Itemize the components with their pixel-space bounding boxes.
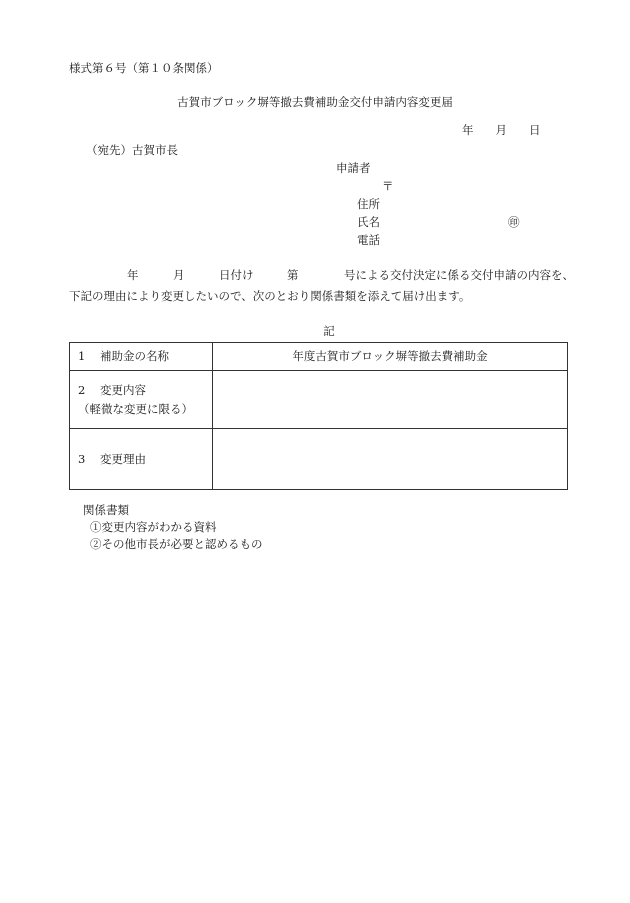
- row-number: 3: [78, 451, 86, 466]
- date-day-label: 日: [529, 123, 541, 137]
- subsidy-name-value: 年度古賀市ブロック塀等撤去費補助金: [213, 343, 568, 371]
- change-reason-label-cell: [70, 429, 213, 490]
- ki-heading: 記: [323, 324, 335, 338]
- body-paragraph-line-2: 下記の理由により変更したいので、次のとおり関係書類を添えて届け出ます。: [69, 289, 471, 303]
- date-line: [462, 125, 541, 137]
- related-documents-item: ①変更内容がわかる資料: [90, 520, 217, 534]
- change-reason-label: 変更理由: [100, 451, 146, 466]
- table-row: [70, 343, 568, 371]
- address-label: 住所: [357, 197, 380, 211]
- related-documents-item: ②その他市長が必要と認めるもの: [90, 537, 263, 551]
- applicant-label: 申請者: [336, 161, 371, 175]
- postal-mark: 〒: [382, 179, 394, 193]
- row-number: 1: [78, 349, 86, 364]
- date-year-label: 年: [462, 123, 474, 137]
- change-reason-value[interactable]: [213, 429, 568, 490]
- change-content-sublabel: （軽微な変更に限る）: [78, 401, 193, 416]
- addressee: （宛先）古賀市長: [86, 143, 178, 157]
- date-month-label: 月: [495, 123, 507, 137]
- body-dai-label: 第: [287, 268, 299, 282]
- table-row: [70, 429, 568, 490]
- body-rest-line-1: 号による交付決定に係る交付申請の内容を、: [344, 268, 574, 282]
- change-content-value[interactable]: [213, 371, 568, 429]
- table-row: [70, 371, 568, 429]
- document-title: 古賀市ブロック塀等撤去費補助金交付申請内容変更届: [177, 95, 453, 109]
- row-number: 2: [78, 382, 86, 397]
- body-day-dated-label: 日付け: [219, 268, 254, 282]
- change-content-label-cell: [70, 371, 213, 429]
- phone-label: 電話: [357, 233, 380, 247]
- body-month-label: 月: [173, 268, 185, 282]
- subsidy-name-label-cell: [70, 343, 213, 371]
- body-year-label: 年: [127, 268, 139, 282]
- related-documents-heading: 関係書類: [83, 503, 129, 517]
- seal-mark: ㊞: [508, 215, 520, 229]
- change-content-label: 変更内容: [100, 382, 146, 397]
- details-table: [69, 342, 568, 490]
- name-label: 氏名: [357, 215, 380, 229]
- form-number: 様式第６号（第１０条関係）: [69, 61, 219, 75]
- subsidy-name-label: 補助金の名称: [100, 349, 169, 364]
